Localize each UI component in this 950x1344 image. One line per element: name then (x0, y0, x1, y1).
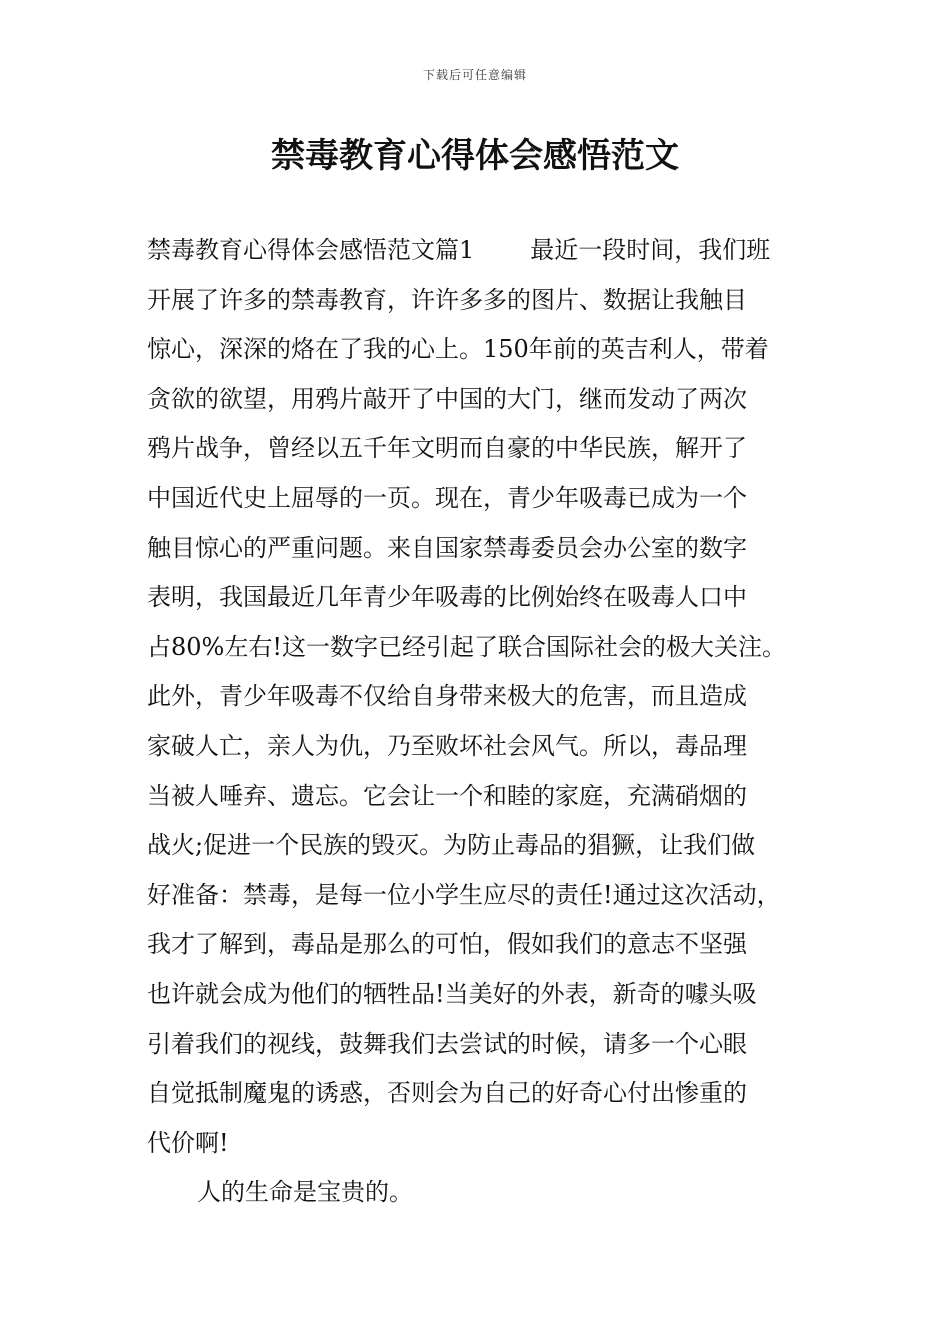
paragraph-line: 自觉抵制魔鬼的诱惑，否则会为自己的好奇心付出惨重的 (147, 1079, 747, 1108)
paragraph-line: 开展了许多的禁毒教育，许许多多的图片、数据让我触目 (147, 285, 747, 314)
paragraph-line: 战火;促进一个民族的毁灭。为防止毒品的猖獗，让我们做 (147, 831, 756, 860)
paragraph-line: 好准备：禁毒，是每一位小学生应尽的责任!通过这次活动， (147, 880, 781, 909)
paragraph-line: 表明，我国最近几年青少年吸毒的比例始终在吸毒人口中 (147, 583, 747, 612)
paragraph-line: 我才了解到，毒品是那么的可怕，假如我们的意志不坚强 (147, 930, 747, 959)
paragraph-text: 人的生命是宝贵的。 (197, 1178, 413, 1207)
paragraph-line: 贪欲的欲望，用鸦片敲开了中国的大门，继而发动了两次 (147, 384, 747, 413)
paragraph-line: 惊心，深深的烙在了我的心上。150年前的英吉利人，带着 (147, 335, 769, 364)
paragraph-line: 也许就会成为他们的牺牲品!当美好的外表，新奇的噱头吸 (147, 979, 757, 1008)
paragraph-line: 占80%左右!这一数字已经引起了联合国际社会的极大关注。 (147, 632, 786, 661)
header-note: 下载后可任意编辑 (422, 68, 527, 82)
paragraph-line: 家破人亡，亲人为仇，乃至败坏社会风气。所以，毒品理 (147, 731, 747, 760)
paragraph-text: 最近一段时间，我们班 (530, 236, 771, 264)
paragraph-line: 鸦片战争，曾经以五千年文明而自豪的中华民族，解开了 (147, 434, 747, 463)
paragraph-line: 代价啊! (147, 1128, 229, 1157)
paragraph-line (147, 1168, 827, 1218)
paragraph-line: 引着我们的视线，鼓舞我们去尝试的时候，请多一个心眼 (147, 1029, 747, 1058)
paragraph-line: 此外，青少年吸毒不仅给自身带来极大的危害，而且造成 (147, 682, 747, 711)
section-heading: 禁毒教育心得体会感悟范文篇1 (147, 236, 475, 264)
paragraph-line: 当被人唾弃、遗忘。它会让一个和睦的家庭，充满硝烟的 (147, 781, 747, 810)
document-body (147, 226, 827, 1218)
paragraph-line (147, 226, 827, 276)
paragraph-line: 触目惊心的严重问题。来自国家禁毒委员会办公室的数字 (147, 533, 747, 562)
paragraph-line: 中国近代史上屈辱的一页。现在，青少年吸毒已成为一个 (147, 483, 747, 512)
document-title: 禁毒教育心得体会感悟范文 (271, 136, 679, 176)
